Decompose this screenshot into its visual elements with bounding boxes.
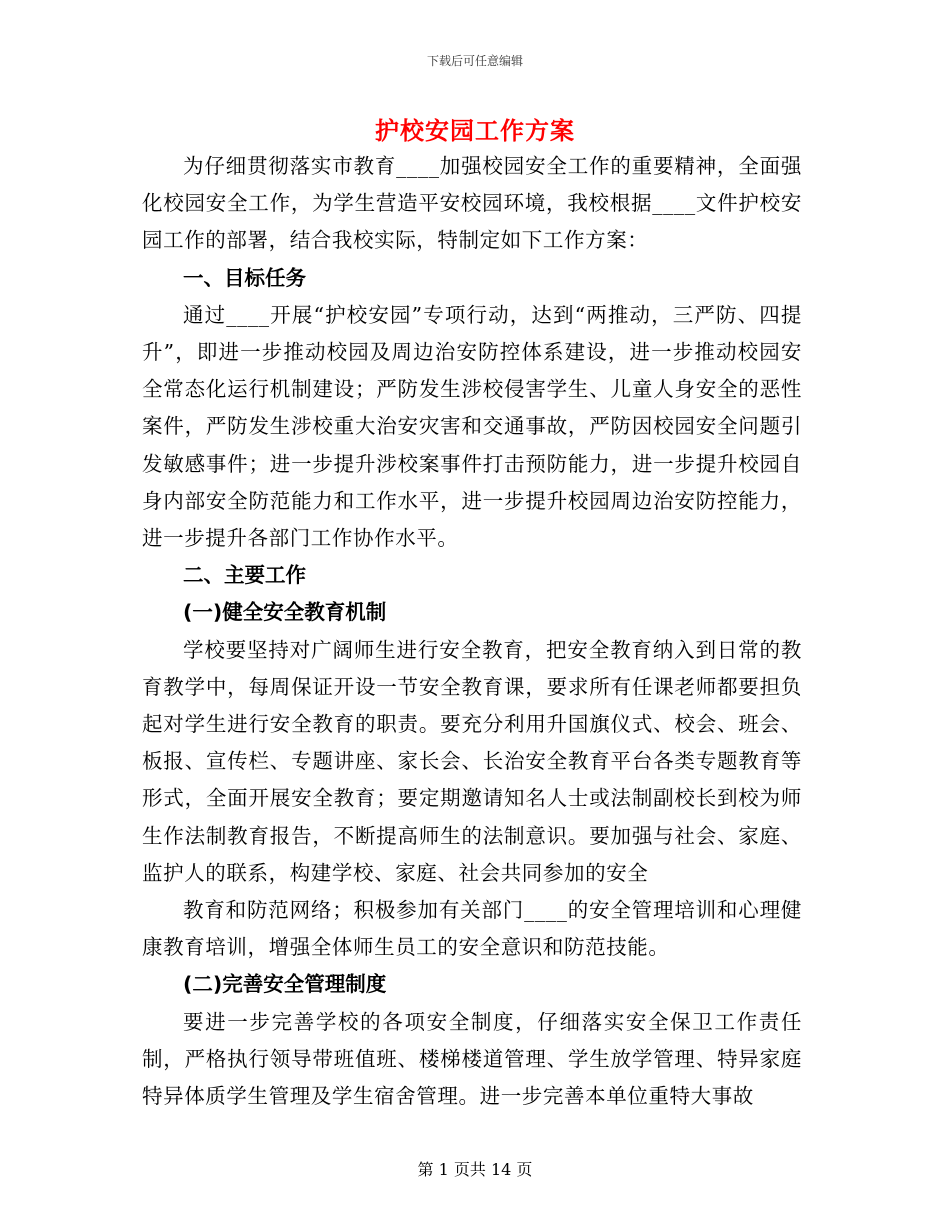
intro-paragraph: 为仔细贯彻落实市教育____加强校园安全工作的重要精神，全面强化校园安全工作，为学生营造平安校园环境，我校根据____文件护校安园工作的部署，结合我校实际，特制定如下工作方案： [142,154,802,253]
management-paragraph: 要进一步完善学校的各项安全制度，仔细落实安全保卫工作责任制，严格执行领导带班值班、楼梯楼道管理、学生放学管理、特异家庭特异体质学生管理及学生宿舍管理。进一步完善本单位重特大事故 [142,1009,802,1109]
subsection-heading-management: (二)完善安全管理制度 [183,972,387,997]
goals-paragraph: 通过____开展“护校安园”专项行动，达到“两推动，三严防、四提升”，即进一步推动校园及周边治安防控体系建设，进一步推动校园安全常态化运行机制建设；严防发生涉校侵害学生、儿童人身安全的恶性案件，严防发生涉校重大治安灾害和交通事故，严防因校园安全问题引发敏感事件；进一步提升涉校案事件打击预防能力，进一步提升校园自身内部安全防范能力和工作水平，进一步提升校园周边治安防控能力，进一步提升各部门工作协作水平。 [142,302,802,551]
page-header: 下载后可任意编辑 [426,54,523,68]
document-body [142,148,802,1115]
subsection-heading-education: (一)健全安全教育机制 [183,600,387,625]
section-heading-goals: 一、目标任务 [183,265,306,290]
education-paragraph: 学校要坚持对广阔师生进行安全教育，把安全教育纳入到日常的教育教学中，每周保证开设一节安全教育课，要求所有任课老师都要担负起对学生进行安全教育的职责。要充分利用升国旗仪式、校会、班会、板报、宣传栏、专题讲座、家长会、长治安全教育平台各类专题教育等形式，全面开展安全教育；要定期邀请知名人士或法制副校长到校为师生作法制教育报告，不断提高师生的法制意识。要加强与社会、家庭、监护人的联系，构建学校、家庭、社会共同参加的安全 [142,637,802,885]
education-paragraph-continued: 教育和防范网络；积极参加有关部门____的安全管理培训和心理健康教育培训，增强全体师生员工的安全意识和防范技能。 [142,898,802,960]
document-title: 护校安园工作方案 [375,116,575,145]
section-heading-main-work: 二、主要工作 [183,563,306,588]
page-footer: 第 1 页共 14 页 [417,1160,533,1179]
